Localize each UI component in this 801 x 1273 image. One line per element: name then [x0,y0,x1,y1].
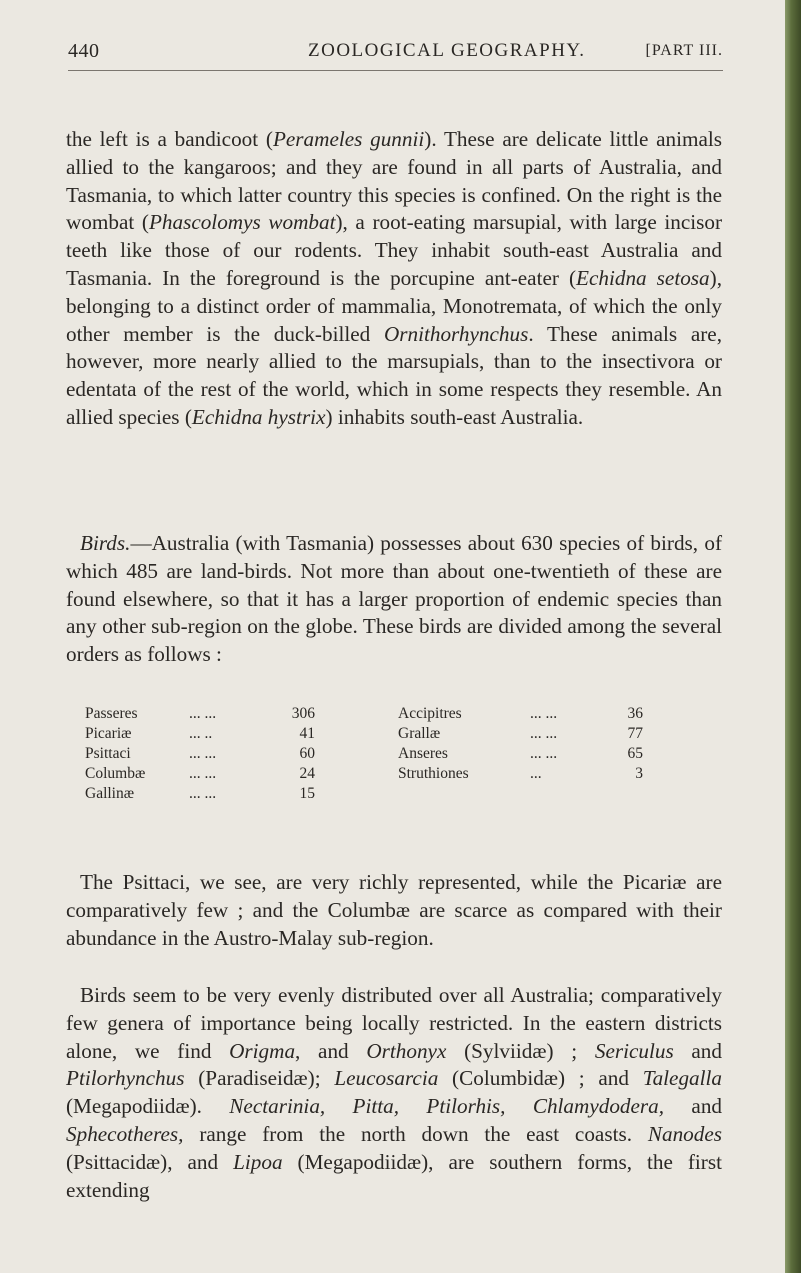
table-row: Passeres ... ... 306 [85,705,315,722]
table-row: Picariæ ... .. 41 [85,725,315,742]
bird-orders-right-column [398,704,643,784]
table-row: Columbæ ... ... 24 [85,765,315,782]
paragraph-mammals: the left is a bandicoot (Perameles gunnii). These are delicate little animals allied to the kangaroos; and they are found in all parts of Australia, and Tasmania, to which latter country this species is confined. On the right is the wombat (Phascolomys wombat), a root-eating marsupial, with large incisor teeth like those of our rodents. They inhabit south-east Australia and Tasmania. In the foreground is the porcupine ant-eater (Echidna setosa), belonging to a distinct order of mammalia, Monotremata, of which the only other member is the duck-billed Ornithorhynchus. These animals are, however, more nearly allied to the marsupials, than to the insectivora or edentata of the rest of the world, which in some respects they resemble. An allied species (Echidna hystrix) inhabits south-east Australia. [66,127,723,429]
section-heading-birds: Birds. [80,531,131,555]
table-row: Struthiones ... 3 [398,765,643,782]
page-header [68,40,723,80]
table-row: Gallinæ ... ... 15 [85,785,315,802]
table-row: Anseres ... ... 65 [398,745,643,762]
running-title: ZOOLOGICAL GEOGRAPHY. [308,40,586,61]
table-row: Accipitres ... ... 36 [398,705,643,722]
table-row: Psittaci ... ... 60 [85,745,315,762]
paragraph-birds: Birds.—Australia (with Tasmania) possesses about 630 species of birds, of which 485 are land-birds. Not more than about one-twentieth of these are found elsewhere, so that it has a larger proportion of endemic species than any other sub-region on the globe. These birds are divided among the several orders as follows : [66,531,722,667]
header-rule [68,70,723,71]
table-row: Grallæ ... ... 77 [398,725,643,742]
paragraph-distribution: Birds seem to be very evenly distributed over all Australia; comparatively few genera of importance being locally restricted. In the eastern districts alone, we find Origma, and Orthonyx (Sylviidæ) ; Sericulus and Ptilorhynchus (Paradiseidæ); Leucosarcia (Columbidæ) ; and Talegalla (Megapodiidæ). Nectarinia, Pitta, Ptilorhis, Chlamydodera, and Sphecotheres, range from the north down the east coasts. Nanodes (Psittacidæ), and Lipoa (Megapodiidæ), are southern forms, the first extending [66,983,723,1202]
bird-orders-left-column [85,704,315,804]
paragraph-psittaci: The Psittaci, we see, are very richly represented, while the Picariæ are comparatively few ; and the Columbæ are scarce as compared with their abundance in the Austro-Malay sub-region. [66,870,722,950]
page-number: 440 [68,40,100,62]
book-edge [785,0,801,1273]
part-label: [PART III. [645,42,723,59]
